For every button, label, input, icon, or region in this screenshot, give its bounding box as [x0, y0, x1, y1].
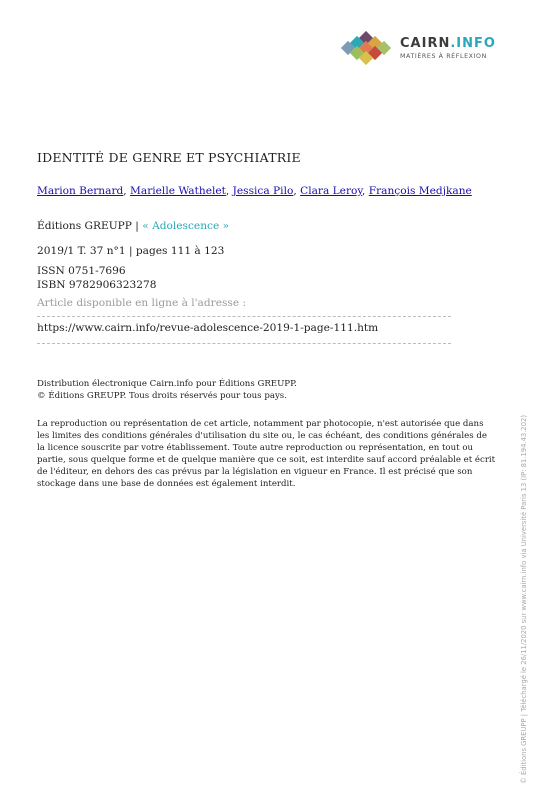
availability-label: Article disponible en ligne à l'adresse : [37, 297, 247, 309]
author-separator: , [361, 185, 369, 197]
author-link[interactable]: Marion Bernard [37, 185, 124, 197]
author-link[interactable]: Jessica Pilo [232, 185, 294, 197]
author-link[interactable]: Marielle Wathelet [130, 185, 226, 197]
author-link[interactable]: François Medjkane [368, 185, 472, 197]
logo-name-suffix: .INFO [450, 36, 496, 51]
distribution-notice [37, 378, 297, 402]
author-link[interactable]: Clara Leroy [300, 185, 362, 197]
cairn-logo[interactable] [337, 31, 507, 71]
divider [37, 343, 451, 344]
logo-wordmark [400, 36, 496, 60]
legal-notice [37, 418, 497, 490]
article-url[interactable]: https://www.cairn.info/revue-adolescence-2019-1-page-111.htm [37, 322, 379, 334]
cairn-logo-mark-icon [337, 31, 395, 71]
issn: ISSN 0751-7696 [37, 265, 126, 277]
author-list [37, 185, 472, 197]
journal-link[interactable]: « Adolescence » [142, 220, 230, 232]
author-separator: , [293, 185, 301, 197]
author-separator: , [123, 185, 131, 197]
logo-name [400, 36, 496, 51]
issue-info: 2019/1 T. 37 n°1 | pages 111 à 123 [37, 245, 225, 257]
legal-text: La reproduction ou représentation de cet article, notamment par photocopie, n'est autorisée que dans les limites des conditions générales d'utilisation du site ou, le cas échéant, des conditions générales de la licence souscrite par votre établissement. Toute autre reproduction ou représentation, en tout ou partie, sous quelque forme et de quelque manière que ce soit, est interdite sauf accord préalable et écrit de l'éditeur, en dehors des cas prévus par la législation en vigueur en France. Il est précisé que son stockage dans une base de données est également interdit. [37, 419, 496, 489]
author-separator: , [225, 185, 233, 197]
distribution-line: Distribution électronique Cairn.info pour Éditions GREUPP. [37, 379, 297, 389]
download-watermark: © Éditions GREUPP | Téléchargé le 26/11/2020 sur www.cairn.info via Université Paris 13 (IP: 81.194.43.202) [520, 414, 528, 784]
article-title: IDENTITÉ DE GENRE ET PSYCHIATRIE [37, 150, 301, 165]
publisher-separator: | [131, 220, 143, 232]
publisher-name: Éditions GREUPP [37, 220, 132, 232]
logo-name-main: CAIRN [400, 36, 451, 51]
publisher-line [37, 220, 229, 232]
copyright-line: © Éditions GREUPP. Tous droits réservés pour tous pays. [37, 391, 287, 401]
logo-tagline: MATIÈRES À RÉFLEXION [400, 53, 487, 60]
divider [37, 316, 451, 317]
isbn: ISBN 9782906323278 [37, 279, 157, 291]
